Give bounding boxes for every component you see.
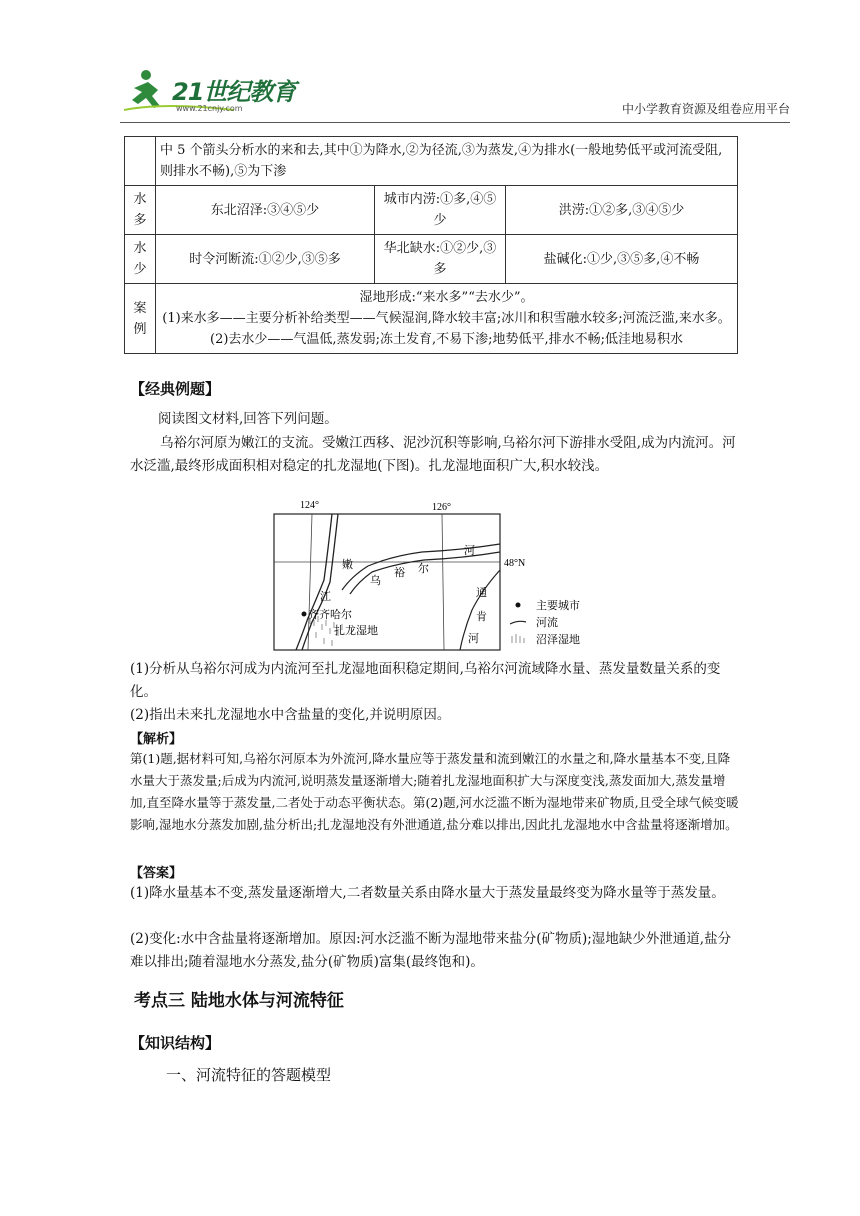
map-label-he2: 河 (468, 632, 479, 645)
row-label-less: 水少 (125, 235, 156, 284)
table-row (125, 186, 738, 235)
legend-city-icon (516, 603, 521, 608)
map-label-tong: 通 (476, 586, 487, 599)
question-1: (1)分析从乌裕尔河成为内流河至扎龙湿地面积稳定期间,乌裕尔河流域降水量、蒸发量数量关系的变化。 (130, 661, 721, 700)
table-cell: 城市内涝:①多,④⑤少 (375, 186, 506, 235)
map-label-qiqihar: 齐齐哈尔 (308, 608, 352, 621)
example-prompt: 阅读图文材料,回答下列问题。 (158, 411, 338, 427)
table-cell (125, 137, 156, 186)
map-label-yu: 裕 (394, 566, 405, 579)
answer-heading: 【答案】 (130, 866, 183, 881)
map-label-wu: 乌 (370, 574, 381, 587)
water-balance-table (124, 136, 738, 354)
table-cell: 时令河断流:①②少,③⑤多 (156, 235, 375, 284)
table-cell: 盐碱化:①少,③⑤多,④不畅 (506, 235, 738, 284)
example-heading: 【经典例题】 (130, 380, 221, 398)
table-row (125, 235, 738, 284)
table-cell: 华北缺水:①②少,③多 (375, 235, 506, 284)
row-label-more: 水多 (125, 186, 156, 235)
case-line: (1)来水多——主要分析补给类型——气候湿润,降水较丰富;冰川和积雪融水较多;河流泛滥,来水多。 (162, 311, 731, 326)
header-divider (120, 122, 790, 123)
table-cell: 洪涝:①②多,③④⑤少 (506, 186, 738, 235)
map-label-er: 尔 (418, 562, 429, 575)
table-cell (156, 284, 738, 354)
table-intro: 中 5 个箭头分析水的来和去,其中①为降水,②为径流,③为蒸发,④为排水(一般地势低平或河流受阻,则排水不畅),⑤为下渗 (156, 137, 738, 186)
table-row (125, 137, 738, 186)
answer-1: (1)降水量基本不变,蒸发量逐渐增大,二者数量关系由降水量大于蒸发量最终变为降水量等于蒸发量。 (130, 885, 725, 901)
knowledge-heading: 【知识结构】 (130, 1034, 221, 1052)
logo-url: www.21cnjy.com (176, 104, 243, 113)
lon-label-124: 124° (300, 500, 319, 511)
map-frame (274, 514, 500, 650)
section-subtitle: 一、河流特征的答题模型 (166, 1066, 332, 1084)
logo-text: 21世纪教育 (172, 78, 296, 106)
map-label-he1: 河 (464, 544, 475, 557)
table-cell: 东北沼泽:③④⑤少 (156, 186, 375, 235)
zhalong-wetland-map (272, 500, 602, 654)
analysis-text: 第(1)题,据材料可知,乌裕尔河原本为外流河,降水量应等于蒸发量和流到嫩江的水量之和,降水量基本不变,且降水量大于蒸发量;后成为内流河,说明蒸发量逐渐增大;随着扎龙湿地面积扩大与深度变浅,蒸发面加大,蒸发量增加,直至降水量等于蒸发量,二者处于动态平衡状态。第(2)题,河水泛滥不断为湿地带来矿物质,且受全球气候变暖影响,湿地水分蒸发加剧,盐分析出;扎龙湿地没有外泄通道,盐分难以排出,因此扎龙湿地水中含盐量将逐渐增加。 (130, 751, 739, 832)
lat-label-48: 48°N (504, 558, 526, 569)
legend-marsh-icon (512, 634, 524, 643)
page-header (120, 64, 790, 124)
analysis-heading: 【解析】 (130, 732, 183, 747)
legend-city: 主要城市 (536, 599, 580, 612)
map-label-nen: 嫩 (342, 558, 353, 571)
legend-river: 河流 (536, 616, 558, 629)
map-label-jiang: 江 (320, 590, 331, 603)
question-2: (2)指出未来扎龙湿地水中含盐量的变化,并说明原因。 (130, 707, 451, 723)
case-line: (2)去水少——气温低,蒸发弱;冻土发育,不易下渗;地势低平,排水不畅;低洼地易积水 (210, 332, 683, 347)
legend-river-icon (510, 621, 526, 624)
row-label-case: 案例 (125, 284, 156, 354)
qiqihar-city-marker (302, 612, 307, 617)
platform-name: 中小学教育资源及组卷应用平台 (621, 102, 790, 116)
table-row (125, 284, 738, 354)
answer-2: (2)变化:水中含盐量将逐渐增加。原因:河水泛滥不断为湿地带来盐分(矿物质);湿地缺少外泄通道,盐分难以排出;随着湿地水分蒸发,盐分(矿物质)富集(最终饱和)。 (130, 931, 732, 970)
map-label-zhalong: 扎龙湿地 (334, 624, 378, 637)
section-title: 考点三 陆地水体与河流特征 (134, 991, 344, 1011)
map-label-ken: 肯 (476, 610, 487, 623)
case-line: 湿地形成:“来水多”“去水少”。 (359, 290, 534, 305)
example-material: 乌裕尔河原为嫩江的支流。受嫩江西移、泥沙沉积等影响,乌裕尔河下游排水受阻,成为内流河。河水泛滥,最终形成面积相对稳定的扎龙湿地(下图)。扎龙湿地面积广大,积水较浅。 (130, 435, 736, 474)
lon-label-126: 126° (432, 502, 451, 513)
legend-marsh: 沼泽湿地 (536, 633, 580, 646)
